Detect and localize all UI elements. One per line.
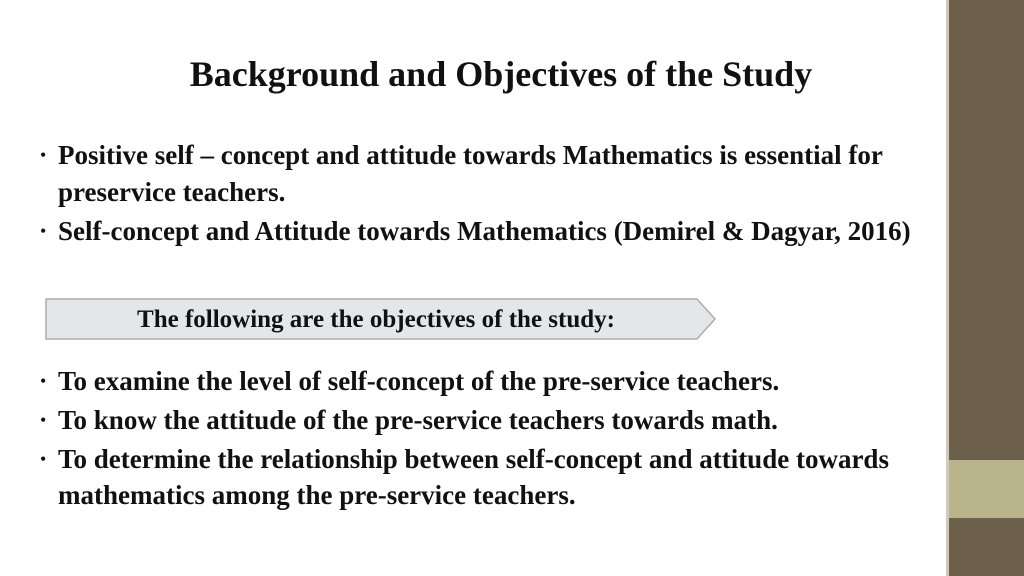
objectives-list (40, 363, 930, 516)
background-point-text: Positive self – concept and attitude towards Mathematics is essential for preservice teachers. (58, 140, 883, 207)
objective-item (40, 441, 930, 513)
bullet-icon: • (40, 221, 47, 241)
bullet-icon: • (40, 449, 47, 469)
background-points-list (40, 137, 930, 252)
objectives-banner-text: The following are the objectives of the study: (137, 306, 615, 333)
background-point-text: Self-concept and Attitude towards Mathematics (Demirel & Dagyar, 2016) (58, 216, 911, 246)
bullet-icon: • (40, 410, 47, 430)
objective-text: To determine the relationship between self-concept and attitude towards mathematics among the pre-service teachers. (58, 444, 889, 510)
background-point (40, 213, 930, 250)
objective-text: To examine the level of self-concept of the pre-service teachers. (58, 366, 780, 396)
objective-text: To know the attitude of the pre-service teachers towards math. (58, 405, 778, 435)
bullet-icon: • (40, 371, 47, 391)
background-point (40, 137, 930, 211)
objectives-arrow-banner (45, 298, 717, 340)
objective-item (40, 402, 930, 438)
bullet-icon: • (40, 145, 47, 165)
sidebar-band-bottom (949, 518, 1024, 576)
sidebar-band-accent (949, 460, 1024, 518)
objective-item (40, 363, 930, 399)
slide-title: Background and Objectives of the Study (189, 54, 813, 94)
